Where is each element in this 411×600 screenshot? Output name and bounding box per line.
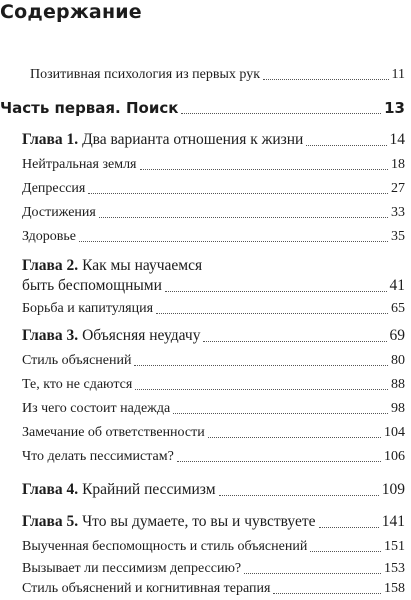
- toc-entry-section: [22, 424, 405, 442]
- toc-page-number: 158: [384, 581, 405, 596]
- toc-page-number: 141: [381, 513, 405, 530]
- toc-page-number: 98: [391, 401, 405, 416]
- toc-entry-label: Достижения: [22, 205, 96, 220]
- toc-page-number: 13: [384, 99, 405, 117]
- toc-entry-label: Замечание об ответственности: [22, 425, 205, 440]
- toc-entry-section: [22, 180, 405, 198]
- toc-entry-section: [22, 228, 405, 246]
- toc-entry-chapter-1: [22, 130, 405, 150]
- toc-entry-section: [22, 400, 405, 418]
- toc-page-number: 41: [389, 277, 405, 294]
- chapter-number: Глава 2.: [22, 257, 79, 274]
- toc-entry-label: Здоровье: [22, 229, 76, 244]
- toc-entry-chapter-2-line1: [22, 256, 202, 276]
- leader-dots: [181, 113, 381, 114]
- toc-page-number: 18: [391, 157, 405, 172]
- chapter-number: Глава 5.: [22, 513, 79, 530]
- leader-dots: [156, 313, 388, 314]
- toc-page-number: 104: [384, 425, 405, 440]
- toc-page-number: 65: [391, 301, 405, 316]
- chapter-title: Что вы думаете, то вы и чувствуете: [82, 513, 316, 530]
- toc-entry-label: Те, кто не сдаются: [22, 377, 133, 392]
- toc-entry-label: Борьба и капитуляция: [22, 301, 154, 316]
- toc-entry-label: Из чего состоит надежда: [22, 401, 171, 416]
- toc-entry-chapter-2: [22, 276, 405, 296]
- chapter-title: Как мы научаемся: [82, 257, 203, 274]
- toc-entry-section: [22, 580, 405, 598]
- leader-dots: [203, 341, 386, 342]
- chapter-title: Два варианта отношения к жизни: [82, 131, 304, 148]
- leader-dots: [306, 145, 386, 146]
- leader-dots: [177, 461, 381, 462]
- toc-entry-part-one: [0, 98, 405, 118]
- leader-dots: [88, 193, 388, 194]
- leader-dots: [244, 573, 381, 574]
- toc-entry-chapter-4: [22, 480, 405, 500]
- toc-entry-label: Выученная беспомощность и стиль объяснений: [22, 539, 308, 554]
- toc-entry-label: [22, 326, 200, 346]
- toc-entry-label: Вызывает ли пессимизм депрессию?: [22, 561, 242, 576]
- leader-dots: [319, 527, 379, 528]
- toc-entry-section: [22, 560, 405, 578]
- toc-page-number: 11: [391, 67, 405, 82]
- chapter-number: Глава 4.: [22, 481, 79, 498]
- leader-dots: [165, 291, 387, 292]
- toc-entry-label: Нейтральная земля: [22, 157, 137, 172]
- toc-entry-section: [22, 538, 405, 556]
- toc-entry-label: Позитивная психология из первых рук: [30, 67, 261, 82]
- toc-entry-label: Стиль объяснений: [22, 353, 132, 368]
- leader-dots: [134, 365, 388, 366]
- toc-page-number: 106: [384, 449, 405, 464]
- toc-entry-chapter-5: [22, 512, 405, 532]
- chapter-number: Глава 3.: [22, 327, 79, 344]
- toc-entry-section: [22, 376, 405, 394]
- toc-page-number: 153: [384, 561, 405, 576]
- toc-page-number: 69: [389, 327, 405, 344]
- toc-page-number: 27: [391, 181, 405, 196]
- toc-entry-label: [22, 480, 216, 500]
- leader-dots: [173, 413, 388, 414]
- leader-dots: [263, 79, 389, 80]
- page-title: Содержание: [0, 1, 142, 23]
- leader-dots: [219, 495, 379, 496]
- toc-page-number: 80: [391, 353, 405, 368]
- chapter-number: Глава 1.: [22, 131, 79, 148]
- chapter-title: Объясняя неудачу: [82, 327, 201, 344]
- toc-entry-section: [22, 448, 405, 466]
- toc-entry-label: Депрессия: [22, 181, 86, 196]
- toc-entry-section: [22, 352, 405, 370]
- toc-page-number: 33: [391, 205, 405, 220]
- toc-page-number: 35: [391, 229, 405, 244]
- toc-entry-section: [22, 204, 405, 222]
- toc-entry-label: Стиль объяснений и когнитивная терапия: [22, 581, 271, 596]
- toc-entry-chapter-3: [22, 326, 405, 346]
- toc-entry-label: Часть первая. Поиск: [0, 99, 179, 117]
- toc-entry-label: Что делать пессимистам?: [22, 449, 174, 464]
- leader-dots: [99, 217, 388, 218]
- toc-page-number: 14: [389, 131, 405, 148]
- leader-dots: [79, 241, 388, 242]
- leader-dots: [208, 437, 381, 438]
- toc-entry-section: [22, 300, 405, 318]
- leader-dots: [140, 169, 389, 170]
- toc-entry-section: [22, 156, 405, 174]
- toc-entry-label: [22, 130, 303, 150]
- leader-dots: [273, 593, 381, 594]
- leader-dots: [135, 389, 388, 390]
- toc-page-number: 151: [384, 539, 405, 554]
- toc-entry-label: [22, 512, 316, 532]
- chapter-title: Крайний пессимизм: [82, 481, 216, 498]
- chapter-title-continued: быть беспомощными: [22, 277, 162, 294]
- toc-entry-intro: [30, 66, 405, 84]
- toc-page-number: 88: [391, 377, 405, 392]
- toc-page-number: 109: [381, 481, 405, 498]
- leader-dots: [310, 551, 381, 552]
